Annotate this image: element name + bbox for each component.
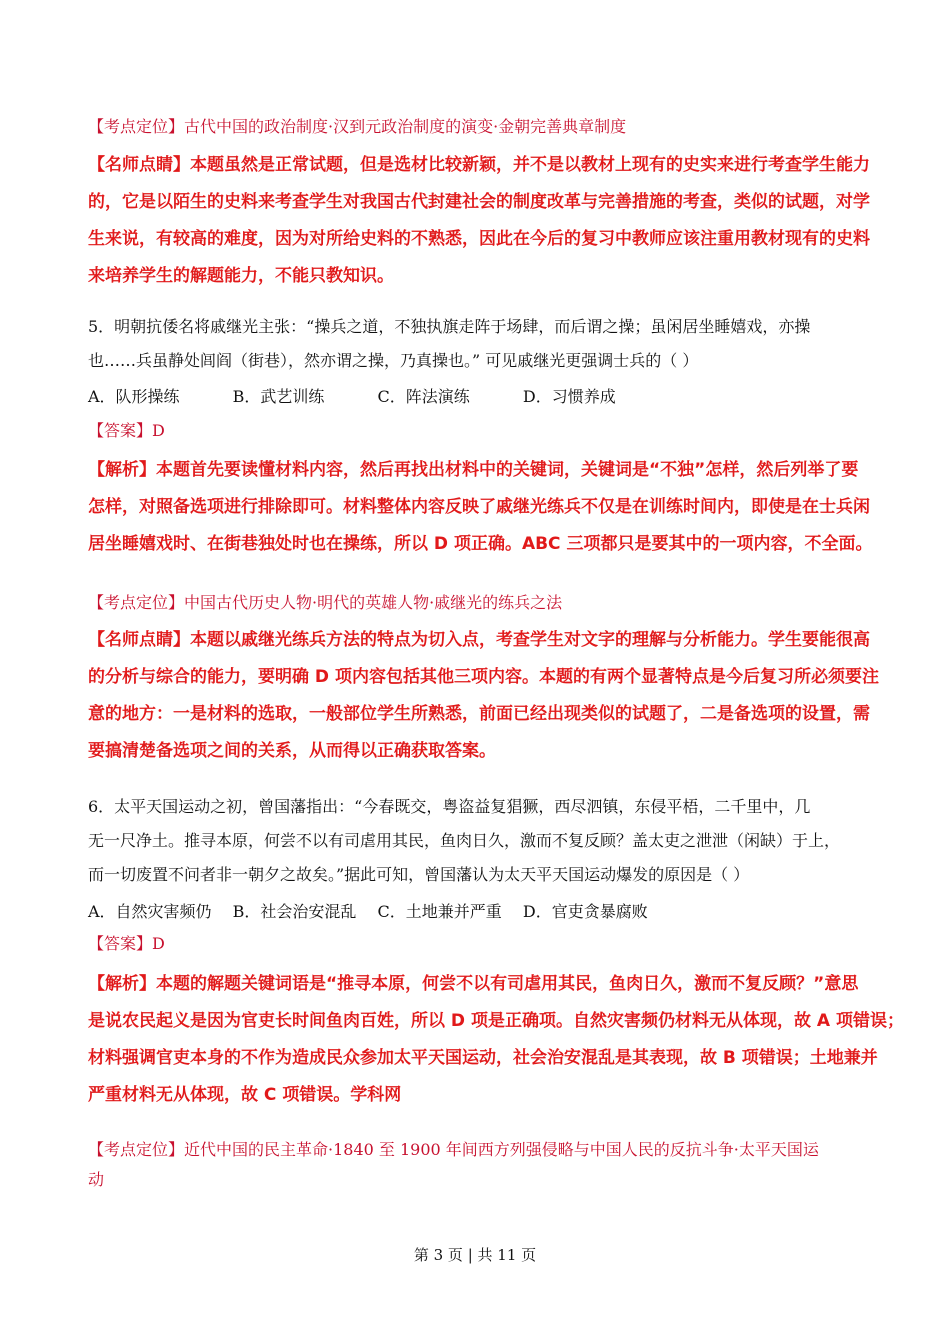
choice-b: B．武艺训练 [232, 387, 325, 406]
answer-text: 【答案】D [88, 934, 165, 953]
q4-kaodian [88, 116, 870, 138]
jiexi-line: 材料强调官吏本身的不作为造成民众参加太平天国运动，社会治安混乱是其表现，故 B 项错误；土地兼并 [88, 1048, 878, 1068]
jiexi-line: 居坐睡嬉戏时、在街巷独处时也在操练，所以 D 项正确。ABC 三项都只是要其中的一项内容，不全面。 [88, 534, 873, 554]
q6-jiexi [88, 966, 904, 1114]
kaodian-text: 【考点定位】近代中国的民主革命·1840 至 1900 年间西方列强侵略与中国人民的反抗斗争·太平天国运 [88, 1140, 819, 1159]
mingshi-line: 来培养学生的解题能力，不能只教知识。 [88, 266, 394, 286]
mingshi-line: 【名师点睛】本题虽然是正常试题，但是选材比较新颖，并不是以教材上现有的史实来进行考查学生能力 [88, 155, 870, 175]
mingshi-line: 意的地方：一是材料的选取，一般部位学生所熟悉，前面已经出现类似的试题了，二是备选项的设置，需 [88, 704, 870, 724]
mingshi-line: 的，它是以陌生的史料来考查学生对我国古代封建社会的制度改革与完善措施的考查，类似的试题，对学 [88, 192, 870, 212]
choice-a: A．自然灾害频仍 [88, 902, 212, 921]
kaodian-text: 【考点定位】中国古代历史人物·明代的英雄人物·戚继光的练兵之法 [88, 593, 563, 612]
q5-mingshi [88, 622, 879, 770]
q5-choices [88, 380, 870, 414]
jiexi-line: 是说农民起义是因为官吏长时间鱼肉百姓，所以 D 项是正确项。自然灾害频仍材料无从体现，故 A 项错误； [88, 1011, 904, 1031]
choice-a: A．队形操练 [88, 387, 180, 406]
choice-d: D．官吏贪暴腐败 [522, 902, 648, 921]
jiexi-line: 【解析】本题首先要读懂材料内容，然后再找出材料中的关键词，关键词是“不独”怎样，然后列举了要 [88, 460, 859, 480]
mingshi-line: 的分析与综合的能力，要明确 D 项内容包括其他三项内容。本题的有两个显著特点是今后复习所必须要注 [88, 667, 879, 687]
q6-answer [88, 933, 870, 955]
q5-stem [88, 310, 870, 378]
answer-text: 【答案】D [88, 421, 165, 440]
q6-stem [88, 790, 870, 892]
question-line: 6．太平天国运动之初，曾国藩指出：“今春既交，粤盗益复猖獗，西尽泗镇，东侵平梧，二千里中，几 [88, 797, 811, 816]
q5-jiexi [88, 452, 873, 563]
kaodian-text: 动 [88, 1170, 105, 1189]
q6-kaodian [88, 1132, 870, 1192]
choice-c: C．土地兼并严重 [377, 902, 502, 921]
page-footer: 第 3 页 | 共 11 页 [413, 1246, 537, 1264]
jiexi-line: 严重材料无从体现，故 C 项错误。学科网 [88, 1085, 402, 1105]
mingshi-line: 要搞清楚备选项之间的关系，从而得以正确获取答案。 [88, 741, 496, 761]
kaodian-text: 【考点定位】古代中国的政治制度·汉到元政治制度的演变·金朝完善典章制度 [88, 117, 627, 136]
jiexi-line: 怎样，对照备选项进行排除即可。材料整体内容反映了戚继光练兵不仅是在训练时间内，即使是在士兵闲 [88, 497, 870, 517]
choice-c: C．阵法演练 [377, 387, 470, 406]
mingshi-line: 【名师点睛】本题以戚继光练兵方法的特点为切入点，考查学生对文字的理解与分析能力。学生要能很高 [88, 630, 870, 650]
mingshi-line: 生来说，有较高的难度，因为对所给史料的不熟悉，因此在今后的复习中教师应该注重用教材现有的史料 [88, 229, 870, 249]
choice-b: B．社会治安混乱 [232, 902, 357, 921]
q5-answer [88, 420, 870, 442]
q4-mingshi [88, 147, 870, 295]
choice-d: D．习惯养成 [522, 387, 616, 406]
question-line: 而一切废置不问者非一朝夕之故矣。”据此可知，曾国藩认为太天平天国运动爆发的原因是（ ） [88, 865, 750, 884]
question-line: 也……兵虽静处闾阎（街巷），然亦谓之操，乃真操也。” 可见戚继光更强调士兵的（ ） [88, 351, 699, 370]
question-line: 5．明朝抗倭名将戚继光主张：“操兵之道，不独执旗走阵于场肆，而后谓之操；虽闲居坐睡嬉戏，亦操 [88, 317, 811, 336]
jiexi-line: 【解析】本题的解题关键词语是“推寻本原，何尝不以有司虐用其民，鱼肉日久，激而不复反顾？”意思 [88, 974, 859, 994]
question-line: 无一尺净土。推寻本原，何尝不以有司虐用其民，鱼肉日久，激而不复反顾？盖太吏之泄泄（闲缺）于上， [88, 831, 841, 850]
q5-kaodian [88, 592, 870, 614]
q6-choices [88, 895, 870, 929]
